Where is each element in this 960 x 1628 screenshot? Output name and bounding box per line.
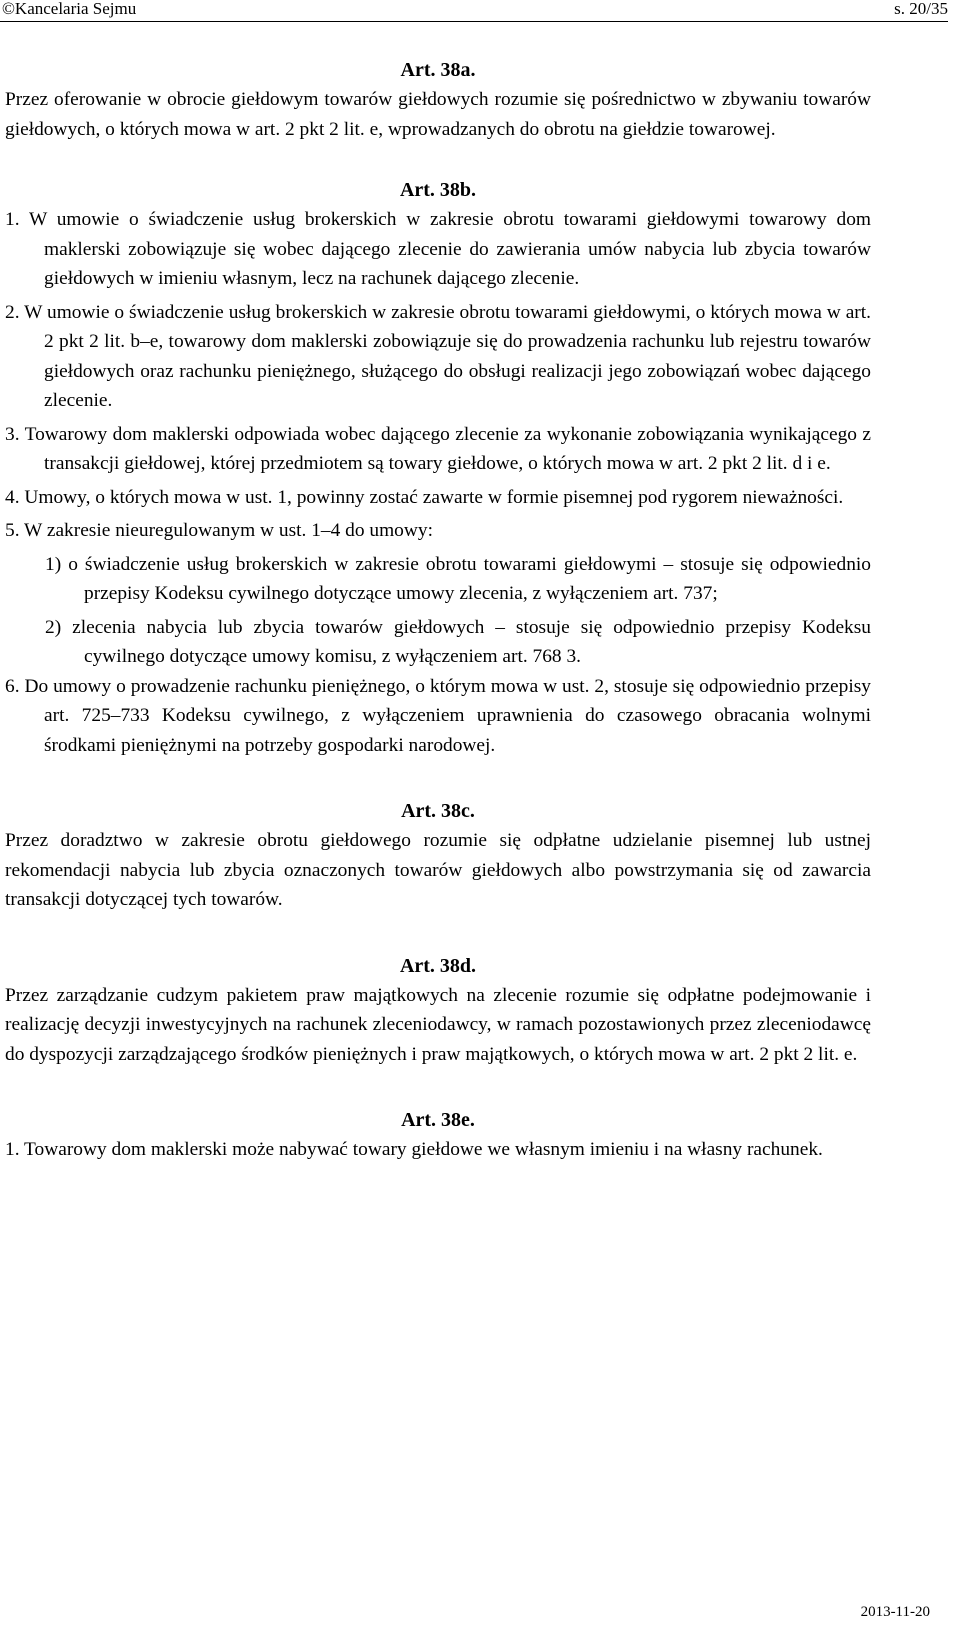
paragraph-1: 1. W umowie o świadczenie usług brokerskich w zakresie obrotu towarami giełdowymi towarowy dom maklerski zobowiązuje się wobec dającego zlecenie do zawierania umów nabycia lub zbycia towarów giełdowych w imieniu własnym, lecz na rachunek dającego zlecenie. xyxy=(5,209,871,289)
article-title: Art. 38d. xyxy=(399,954,477,977)
article-title: Art. 38e. xyxy=(401,1109,475,1131)
article-38b xyxy=(5,175,871,760)
paragraph-6: 6. Do umowy o prowadzenie rachunku pieniężnego, o którym mowa w ust. 2, stosuje się odpowiednio przepisy art. 725–733 Kodeksu cywilnego, z wyłączeniem uprawnienia do czasowego obracania wolnymi środkami pieniężnymi na potrzeby gospodarki narodowej. xyxy=(5,675,871,756)
paragraph-3: 3. Towarowy dom maklerski odpowiada wobec dającego zlecenie za wykonanie zobowiązania wynikającego z transakcji giełdowej, której przedmiotem są towary giełdowe, o których mowa w art. 2 pkt 2 lit. d i e. xyxy=(5,423,871,474)
paragraph-5-item-2: 2) zlecenia nabycia lub zbycia towarów giełdowych – stosuje się odpowiednio przepisy Kodeksu cywilnego dotyczące umowy komisu, z wyłączeniem art. 768 3. xyxy=(45,616,871,667)
page-header xyxy=(0,0,948,22)
document-body xyxy=(5,55,871,1165)
header-rule xyxy=(0,21,948,22)
article-text: Przez zarządzanie cudzym pakietem praw majątkowych na zlecenie rozumie się odpłatne podejmowanie i realizację decyzji inwestycyjnych na rachunek zleceniodawcy, w ramach pozostawionych przez zleceniodawcę do dyspozycji zarządzającego środków pieniężnych i praw majątkowych, o których mowa w art. 2 pkt 2 lit. e. xyxy=(5,984,871,1065)
paragraph-4: 4. Umowy, o których mowa w ust. 1, powinny zostać zawarte w formie pisemnej pod rygorem nieważności. xyxy=(5,486,844,508)
paragraph-1: 1. Towarowy dom maklerski może nabywać towary giełdowe we własnym imieniu i na własny rachunek. xyxy=(5,1139,823,1160)
article-38c xyxy=(5,796,871,915)
paragraph-2: 2. W umowie o świadczenie usług brokerskich w zakresie obrotu towarami giełdowymi, o których mowa w art. 2 pkt 2 lit. b–e, towarowy dom maklerski zobowiązuje się do prowadzenia rachunku lub rejestru towarów giełdowych oraz rachunku pieniężnego, służącego do obsługi realizacji jego zobowiązań wobec dającego zlecenie. xyxy=(5,301,871,411)
article-text: Przez oferowanie w obrocie giełdowym towarów giełdowych rozumie się pośrednictwo w zbywaniu towarów giełdowych, o których mowa w art. 2 pkt 2 lit. e, wprowadzanych do obrotu na giełdzie towarowej. xyxy=(5,89,871,140)
paragraph-5: 5. W zakresie nieuregulowanym w ust. 1–4 do umowy: xyxy=(5,520,433,541)
article-title: Art. 38a. xyxy=(400,59,476,81)
header-page-number: s. 20/35 xyxy=(894,0,948,18)
article-38e xyxy=(5,1105,871,1165)
paragraph-5-item-1: 1) o świadczenie usług brokerskich w zakresie obrotu towarami giełdowymi – stosuje się odpowiednio przepisy Kodeksu cywilnego dotyczące umowy zlecenia, z wyłączeniem art. 737; xyxy=(45,553,871,604)
article-title: Art. 38c. xyxy=(401,800,475,822)
article-38d xyxy=(5,951,871,1070)
header-source: ©Kancelaria Sejmu xyxy=(2,0,137,18)
article-title: Art. 38b. xyxy=(399,179,477,201)
footer-date: 2013-11-20 xyxy=(860,1604,930,1620)
article-38a xyxy=(5,55,871,144)
article-text: Przez doradztwo w zakresie obrotu giełdowego rozumie się odpłatne udzielanie pisemnej lub ustnej rekomendacji nabycia lub zbycia oznaczonych towarów giełdowych albo powstrzymania się od zawarcia transakcji dotyczącej tych towarów. xyxy=(5,830,871,910)
